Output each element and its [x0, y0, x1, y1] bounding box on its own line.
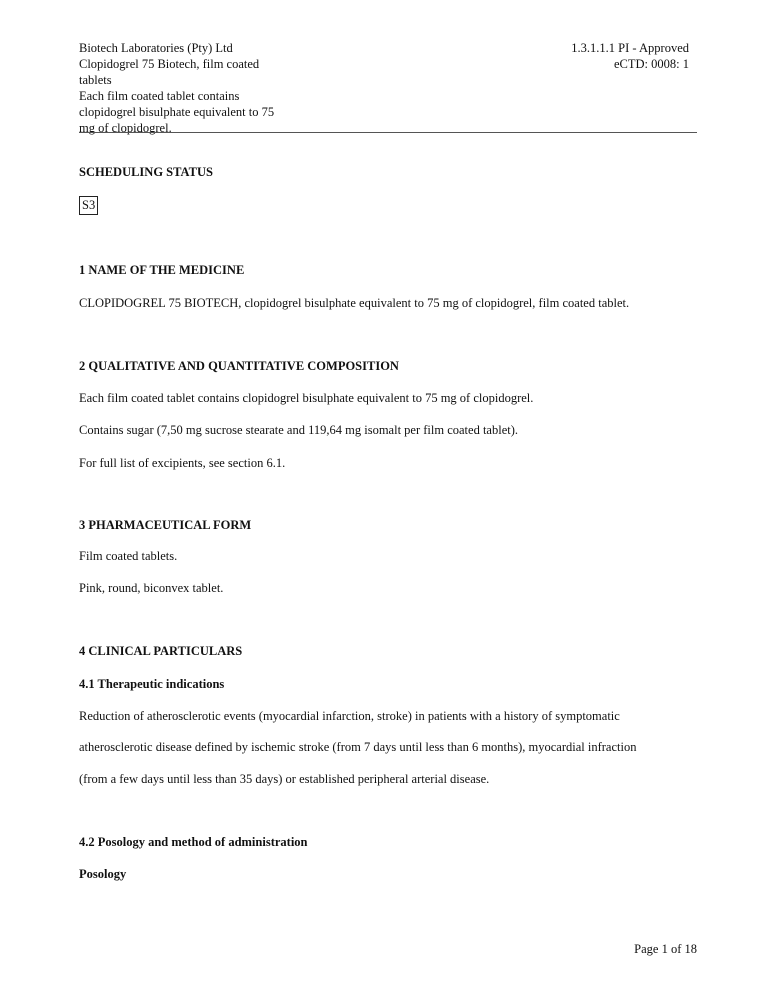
- composition-line1: Each film coated tablet contains: [79, 89, 240, 103]
- company-name: Biotech Laboratories (Pty) Ltd: [79, 41, 233, 55]
- document-header-right: [571, 40, 689, 72]
- composition-line2: clopidogrel bisulphate equivalent to 75: [79, 105, 275, 119]
- composition-line3: mg of clopidogrel.: [79, 121, 172, 135]
- section1-heading: 1 NAME OF THE MEDICINE: [79, 263, 245, 277]
- section2-heading: 2 QUALITATIVE AND QUANTITATIVE COMPOSITION: [79, 359, 399, 373]
- section3-paragraph-1: Film coated tablets.: [79, 549, 178, 563]
- section4-1-line-3: (from a few days until less than 35 days) or established peripheral arterial disease.: [79, 772, 490, 786]
- posology-subheading: Posology: [79, 867, 127, 881]
- scheduling-status-heading: SCHEDULING STATUS: [79, 165, 213, 179]
- ectd-number: eCTD: 0008: 1: [614, 57, 689, 71]
- product-name-line2: tablets: [79, 73, 112, 87]
- section2-paragraph-1: Each film coated tablet contains clopidogrel bisulphate equivalent to 75 mg of clopidogrel.: [79, 391, 534, 405]
- section4-1-line-2: atherosclerotic disease defined by ischemic stroke (from 7 days until less than 6 months), myocardial infraction: [79, 740, 637, 754]
- scheduling-status-badge: S3: [79, 196, 98, 215]
- section3-paragraph-2: Pink, round, biconvex tablet.: [79, 581, 224, 595]
- section4-2-heading: 4.2 Posology and method of administration: [79, 835, 308, 849]
- page-number: Page 1 of 18: [634, 942, 697, 956]
- product-name-line1: Clopidogrel 75 Biotech, film coated: [79, 57, 260, 71]
- header-divider: [79, 132, 697, 133]
- section4-1-line-1: Reduction of atherosclerotic events (myocardial infarction, stroke) in patients with a history of symptomatic: [79, 709, 620, 723]
- section2-paragraph-3: For full list of excipients, see section 6.1.: [79, 456, 286, 470]
- section4-1-heading: 4.1 Therapeutic indications: [79, 677, 225, 691]
- section3-heading: 3 PHARMACEUTICAL FORM: [79, 518, 252, 532]
- document-code: 1.3.1.1.1 PI - Approved: [571, 41, 689, 55]
- section1-text: CLOPIDOGREL 75 BIOTECH, clopidogrel bisulphate equivalent to 75 mg of clopidogrel, film coated tablet.: [79, 296, 630, 310]
- document-header-left: [79, 40, 319, 136]
- section4-heading: 4 CLINICAL PARTICULARS: [79, 644, 243, 658]
- section2-paragraph-2: Contains sugar (7,50 mg sucrose stearate and 119,64 mg isomalt per film coated tablet).: [79, 423, 519, 437]
